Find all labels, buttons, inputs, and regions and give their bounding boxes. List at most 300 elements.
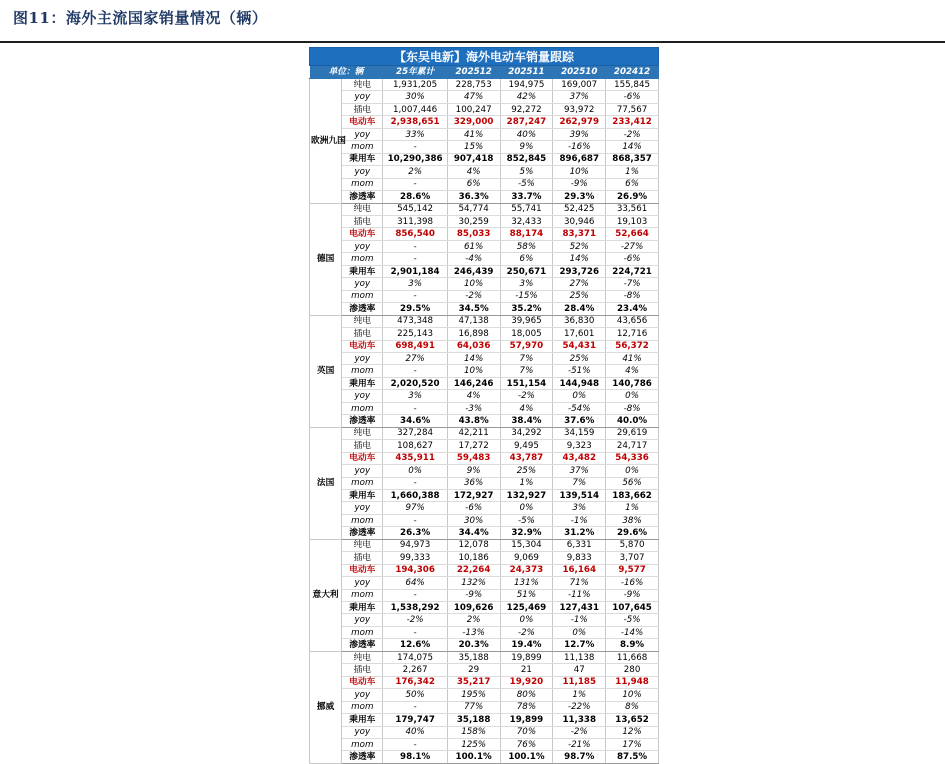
value-cell: 0% bbox=[606, 390, 659, 402]
metric-label: yoy bbox=[342, 465, 383, 477]
value-cell: - bbox=[383, 290, 447, 302]
metric-label: 乘用车 bbox=[342, 265, 383, 277]
value-cell: 3% bbox=[500, 278, 553, 290]
table-row bbox=[310, 103, 659, 115]
value-cell: 47,138 bbox=[447, 315, 500, 327]
table-row bbox=[310, 352, 659, 364]
value-cell: 2,267 bbox=[383, 664, 447, 676]
value-cell: 7% bbox=[500, 352, 553, 364]
metric-label: 插电 bbox=[342, 440, 383, 452]
value-cell: 19,899 bbox=[500, 714, 553, 726]
metric-label: 纯电 bbox=[342, 539, 383, 551]
table-row bbox=[310, 751, 659, 763]
value-cell: 3,707 bbox=[606, 552, 659, 564]
table-row bbox=[310, 91, 659, 103]
value-cell: 125% bbox=[447, 739, 500, 751]
value-cell: 52,425 bbox=[553, 203, 606, 215]
value-cell: 10,290,386 bbox=[383, 153, 447, 165]
value-cell: 174,075 bbox=[383, 651, 447, 663]
value-cell: 38.4% bbox=[500, 415, 553, 427]
table-body bbox=[310, 79, 659, 764]
value-cell: 35,188 bbox=[447, 651, 500, 663]
column-header-202511: 202511 bbox=[500, 66, 553, 79]
value-cell: 224,721 bbox=[606, 265, 659, 277]
metric-label: 插电 bbox=[342, 552, 383, 564]
metric-label: 纯电 bbox=[342, 203, 383, 215]
value-cell: 16,164 bbox=[553, 564, 606, 576]
value-cell: 31.2% bbox=[553, 527, 606, 539]
table-row bbox=[310, 153, 659, 165]
metric-label: mom bbox=[342, 739, 383, 751]
value-cell: 40% bbox=[383, 726, 447, 738]
value-cell: -2% bbox=[553, 726, 606, 738]
table-row bbox=[310, 203, 659, 215]
metric-label: yoy bbox=[342, 240, 383, 252]
value-cell: 29,619 bbox=[606, 427, 659, 439]
table-row bbox=[310, 452, 659, 464]
value-cell: 76% bbox=[500, 739, 553, 751]
table-row bbox=[310, 602, 659, 614]
value-cell: 55,741 bbox=[500, 203, 553, 215]
value-cell: -8% bbox=[606, 402, 659, 414]
value-cell: - bbox=[383, 178, 447, 190]
value-cell: 64,036 bbox=[447, 340, 500, 352]
value-cell: 33% bbox=[383, 128, 447, 140]
value-cell: -21% bbox=[553, 739, 606, 751]
metric-label: mom bbox=[342, 141, 383, 153]
table-row bbox=[310, 614, 659, 626]
metric-label: yoy bbox=[342, 91, 383, 103]
value-cell: - bbox=[383, 402, 447, 414]
value-cell: 22,264 bbox=[447, 564, 500, 576]
value-cell: -14% bbox=[606, 626, 659, 638]
table-row bbox=[310, 303, 659, 315]
value-cell: 3% bbox=[383, 278, 447, 290]
value-cell: 35,217 bbox=[447, 676, 500, 688]
value-cell: -7% bbox=[606, 278, 659, 290]
value-cell: 108,627 bbox=[383, 440, 447, 452]
value-cell: 38% bbox=[606, 514, 659, 526]
value-cell: 11,338 bbox=[553, 714, 606, 726]
value-cell: 57,970 bbox=[500, 340, 553, 352]
value-cell: 92,272 bbox=[500, 103, 553, 115]
value-cell: 131% bbox=[500, 577, 553, 589]
metric-label: mom bbox=[342, 626, 383, 638]
value-cell: 2% bbox=[383, 166, 447, 178]
table-row bbox=[310, 265, 659, 277]
metric-label: yoy bbox=[342, 166, 383, 178]
table-row bbox=[310, 564, 659, 576]
value-cell: 34.6% bbox=[383, 415, 447, 427]
value-cell: 87.5% bbox=[606, 751, 659, 763]
value-cell: 88,174 bbox=[500, 228, 553, 240]
country-cell: 德国 bbox=[310, 203, 342, 315]
value-cell: 80% bbox=[500, 689, 553, 701]
value-cell: 9,833 bbox=[553, 552, 606, 564]
column-header-202510: 202510 bbox=[553, 66, 606, 79]
value-cell: 83,371 bbox=[553, 228, 606, 240]
value-cell: 98.7% bbox=[553, 751, 606, 763]
value-cell: 2,901,184 bbox=[383, 265, 447, 277]
value-cell: 132,927 bbox=[500, 489, 553, 501]
metric-label: mom bbox=[342, 701, 383, 713]
metric-label: 纯电 bbox=[342, 315, 383, 327]
value-cell: 54,431 bbox=[553, 340, 606, 352]
value-cell: 14% bbox=[447, 352, 500, 364]
metric-label: mom bbox=[342, 253, 383, 265]
column-header-202412: 202412 bbox=[606, 66, 659, 79]
value-cell: 58% bbox=[500, 240, 553, 252]
value-cell: 9,495 bbox=[500, 440, 553, 452]
value-cell: 28.4% bbox=[553, 303, 606, 315]
metric-label: yoy bbox=[342, 352, 383, 364]
value-cell: 183,662 bbox=[606, 489, 659, 501]
value-cell: 233,412 bbox=[606, 116, 659, 128]
value-cell: 40% bbox=[500, 128, 553, 140]
table-row bbox=[310, 739, 659, 751]
value-cell: 10% bbox=[606, 689, 659, 701]
table-row bbox=[310, 178, 659, 190]
value-cell: 30% bbox=[447, 514, 500, 526]
table-row bbox=[310, 191, 659, 203]
value-cell: 473,348 bbox=[383, 315, 447, 327]
value-cell: 94,973 bbox=[383, 539, 447, 551]
value-cell: -51% bbox=[553, 365, 606, 377]
table-row bbox=[310, 377, 659, 389]
column-header-row bbox=[310, 66, 659, 79]
value-cell: 9,577 bbox=[606, 564, 659, 576]
metric-label: yoy bbox=[342, 726, 383, 738]
value-cell: 25% bbox=[500, 465, 553, 477]
value-cell: 24,373 bbox=[500, 564, 553, 576]
value-cell: 12,078 bbox=[447, 539, 500, 551]
value-cell: -6% bbox=[606, 91, 659, 103]
value-cell: 1,660,388 bbox=[383, 489, 447, 501]
table-row bbox=[310, 290, 659, 302]
value-cell: 4% bbox=[447, 166, 500, 178]
value-cell: 0% bbox=[500, 614, 553, 626]
value-cell: 21 bbox=[500, 664, 553, 676]
value-cell: 0% bbox=[606, 465, 659, 477]
value-cell: -22% bbox=[553, 701, 606, 713]
value-cell: 19,899 bbox=[500, 651, 553, 663]
table-row bbox=[310, 489, 659, 501]
metric-label: yoy bbox=[342, 614, 383, 626]
value-cell: 151,154 bbox=[500, 377, 553, 389]
value-cell: -1% bbox=[553, 514, 606, 526]
value-cell: 327,284 bbox=[383, 427, 447, 439]
value-cell: - bbox=[383, 589, 447, 601]
value-cell: 36% bbox=[447, 477, 500, 489]
table-row bbox=[310, 651, 659, 663]
value-cell: 2,020,520 bbox=[383, 377, 447, 389]
value-cell: - bbox=[383, 626, 447, 638]
value-cell: 41% bbox=[606, 352, 659, 364]
table-row bbox=[310, 527, 659, 539]
metric-label: mom bbox=[342, 402, 383, 414]
value-cell: -16% bbox=[553, 141, 606, 153]
metric-label: mom bbox=[342, 178, 383, 190]
sales-table-panel bbox=[309, 47, 659, 764]
value-cell: 43,787 bbox=[500, 452, 553, 464]
value-cell: 225,143 bbox=[383, 328, 447, 340]
value-cell: 1,007,446 bbox=[383, 103, 447, 115]
value-cell: 33.7% bbox=[500, 191, 553, 203]
table-row bbox=[310, 365, 659, 377]
value-cell: 0% bbox=[500, 502, 553, 514]
value-cell: 52% bbox=[553, 240, 606, 252]
value-cell: 852,845 bbox=[500, 153, 553, 165]
metric-label: 纯电 bbox=[342, 651, 383, 663]
table-row bbox=[310, 502, 659, 514]
value-cell: 194,975 bbox=[500, 79, 553, 91]
value-cell: - bbox=[383, 514, 447, 526]
value-cell: 287,247 bbox=[500, 116, 553, 128]
table-row bbox=[310, 701, 659, 713]
value-cell: - bbox=[383, 701, 447, 713]
value-cell: 144,948 bbox=[553, 377, 606, 389]
value-cell: 35.2% bbox=[500, 303, 553, 315]
value-cell: -11% bbox=[553, 589, 606, 601]
value-cell: - bbox=[383, 477, 447, 489]
value-cell: 158% bbox=[447, 726, 500, 738]
value-cell: 34.5% bbox=[447, 303, 500, 315]
value-cell: 4% bbox=[606, 365, 659, 377]
value-cell: 109,626 bbox=[447, 602, 500, 614]
value-cell: 36.3% bbox=[447, 191, 500, 203]
table-row bbox=[310, 714, 659, 726]
value-cell: 6% bbox=[447, 178, 500, 190]
table-row bbox=[310, 340, 659, 352]
value-cell: 194,306 bbox=[383, 564, 447, 576]
value-cell: -2% bbox=[500, 626, 553, 638]
value-cell: 4% bbox=[500, 402, 553, 414]
value-cell: 24,717 bbox=[606, 440, 659, 452]
value-cell: 19,920 bbox=[500, 676, 553, 688]
table-row bbox=[310, 626, 659, 638]
value-cell: 3% bbox=[553, 502, 606, 514]
value-cell: 29 bbox=[447, 664, 500, 676]
value-cell: 169,007 bbox=[553, 79, 606, 91]
value-cell: 54,774 bbox=[447, 203, 500, 215]
value-cell: - bbox=[383, 240, 447, 252]
table-row bbox=[310, 477, 659, 489]
value-cell: 77,567 bbox=[606, 103, 659, 115]
value-cell: 52,664 bbox=[606, 228, 659, 240]
value-cell: 85,033 bbox=[447, 228, 500, 240]
table-row bbox=[310, 427, 659, 439]
metric-label: yoy bbox=[342, 278, 383, 290]
table-row bbox=[310, 328, 659, 340]
table-row bbox=[310, 278, 659, 290]
value-cell: 3% bbox=[383, 390, 447, 402]
metric-label: 渗透率 bbox=[342, 751, 383, 763]
value-cell: 56,372 bbox=[606, 340, 659, 352]
column-header-202512: 202512 bbox=[447, 66, 500, 79]
figure-title: 图11：海外主流国家销量情况（辆） bbox=[13, 9, 268, 27]
value-cell: 6% bbox=[606, 178, 659, 190]
value-cell: 250,671 bbox=[500, 265, 553, 277]
value-cell: 10% bbox=[447, 278, 500, 290]
value-cell: -2% bbox=[447, 290, 500, 302]
metric-label: 乘用车 bbox=[342, 153, 383, 165]
table-row bbox=[310, 514, 659, 526]
value-cell: 10% bbox=[553, 166, 606, 178]
value-cell: 15,304 bbox=[500, 539, 553, 551]
metric-label: yoy bbox=[342, 390, 383, 402]
table-row bbox=[310, 253, 659, 265]
metric-label: 渗透率 bbox=[342, 527, 383, 539]
value-cell: -6% bbox=[606, 253, 659, 265]
metric-label: yoy bbox=[342, 502, 383, 514]
column-header-ytd: 25年累计 bbox=[383, 66, 447, 79]
value-cell: 14% bbox=[553, 253, 606, 265]
table-row bbox=[310, 726, 659, 738]
table-row bbox=[310, 664, 659, 676]
metric-label: 乘用车 bbox=[342, 602, 383, 614]
value-cell: 29.5% bbox=[383, 303, 447, 315]
value-cell: 4% bbox=[447, 390, 500, 402]
metric-label: mom bbox=[342, 365, 383, 377]
value-cell: 1% bbox=[606, 166, 659, 178]
value-cell: 93,972 bbox=[553, 103, 606, 115]
value-cell: 1% bbox=[553, 689, 606, 701]
metric-label: 渗透率 bbox=[342, 415, 383, 427]
table-row bbox=[310, 676, 659, 688]
value-cell: 20.3% bbox=[447, 639, 500, 651]
country-cell: 挪威 bbox=[310, 651, 342, 763]
value-cell: 36,830 bbox=[553, 315, 606, 327]
value-cell: -4% bbox=[447, 253, 500, 265]
title-divider bbox=[0, 41, 945, 43]
value-cell: 195% bbox=[447, 689, 500, 701]
table-row bbox=[310, 402, 659, 414]
value-cell: -3% bbox=[447, 402, 500, 414]
value-cell: 1% bbox=[500, 477, 553, 489]
value-cell: -8% bbox=[606, 290, 659, 302]
value-cell: 39,965 bbox=[500, 315, 553, 327]
metric-label: 插电 bbox=[342, 328, 383, 340]
value-cell: 27% bbox=[383, 352, 447, 364]
table-row bbox=[310, 465, 659, 477]
metric-label: 电动车 bbox=[342, 228, 383, 240]
value-cell: 246,439 bbox=[447, 265, 500, 277]
value-cell: - bbox=[383, 739, 447, 751]
metric-label: 乘用车 bbox=[342, 377, 383, 389]
table-row bbox=[310, 240, 659, 252]
value-cell: 27% bbox=[553, 278, 606, 290]
table-row bbox=[310, 390, 659, 402]
value-cell: 99,333 bbox=[383, 552, 447, 564]
value-cell: 1,538,292 bbox=[383, 602, 447, 614]
value-cell: 6% bbox=[500, 253, 553, 265]
table-row bbox=[310, 315, 659, 327]
value-cell: 9% bbox=[447, 465, 500, 477]
value-cell: 11,185 bbox=[553, 676, 606, 688]
metric-label: 渗透率 bbox=[342, 191, 383, 203]
value-cell: 78% bbox=[500, 701, 553, 713]
value-cell: 47 bbox=[553, 664, 606, 676]
value-cell: 545,142 bbox=[383, 203, 447, 215]
metric-label: yoy bbox=[342, 689, 383, 701]
value-cell: 1% bbox=[606, 502, 659, 514]
value-cell: 97% bbox=[383, 502, 447, 514]
country-cell: 欧洲九国 bbox=[310, 79, 342, 204]
value-cell: 47% bbox=[447, 91, 500, 103]
value-cell: 10% bbox=[447, 365, 500, 377]
value-cell: 293,726 bbox=[553, 265, 606, 277]
value-cell: 5,870 bbox=[606, 539, 659, 551]
value-cell: 29.3% bbox=[553, 191, 606, 203]
metric-label: 乘用车 bbox=[342, 489, 383, 501]
value-cell: 7% bbox=[500, 365, 553, 377]
value-cell: 100,247 bbox=[447, 103, 500, 115]
value-cell: 59,483 bbox=[447, 452, 500, 464]
value-cell: 12% bbox=[606, 726, 659, 738]
table-row bbox=[310, 415, 659, 427]
table-row bbox=[310, 166, 659, 178]
value-cell: 42% bbox=[500, 91, 553, 103]
table-row bbox=[310, 79, 659, 91]
table-row bbox=[310, 552, 659, 564]
value-cell: 30% bbox=[383, 91, 447, 103]
value-cell: -5% bbox=[500, 514, 553, 526]
value-cell: 61% bbox=[447, 240, 500, 252]
value-cell: 132% bbox=[447, 577, 500, 589]
value-cell: 8% bbox=[606, 701, 659, 713]
metric-label: 渗透率 bbox=[342, 303, 383, 315]
value-cell: 13,652 bbox=[606, 714, 659, 726]
value-cell: - bbox=[383, 365, 447, 377]
metric-label: yoy bbox=[342, 577, 383, 589]
metric-label: 纯电 bbox=[342, 79, 383, 91]
value-cell: 19,103 bbox=[606, 215, 659, 227]
table-row bbox=[310, 577, 659, 589]
value-cell: 228,753 bbox=[447, 79, 500, 91]
value-cell: 17,272 bbox=[447, 440, 500, 452]
value-cell: 43,482 bbox=[553, 452, 606, 464]
value-cell: 25% bbox=[553, 290, 606, 302]
value-cell: 146,246 bbox=[447, 377, 500, 389]
value-cell: 33,561 bbox=[606, 203, 659, 215]
value-cell: -5% bbox=[606, 614, 659, 626]
value-cell: 15% bbox=[447, 141, 500, 153]
metric-label: 插电 bbox=[342, 664, 383, 676]
metric-label: mom bbox=[342, 477, 383, 489]
value-cell: 907,418 bbox=[447, 153, 500, 165]
value-cell: 71% bbox=[553, 577, 606, 589]
value-cell: 30,946 bbox=[553, 215, 606, 227]
value-cell: -9% bbox=[606, 589, 659, 601]
value-cell: 56% bbox=[606, 477, 659, 489]
value-cell: -9% bbox=[553, 178, 606, 190]
value-cell: 179,747 bbox=[383, 714, 447, 726]
metric-label: 电动车 bbox=[342, 452, 383, 464]
metric-label: 乘用车 bbox=[342, 714, 383, 726]
value-cell: 17% bbox=[606, 739, 659, 751]
value-cell: 40.0% bbox=[606, 415, 659, 427]
value-cell: 698,491 bbox=[383, 340, 447, 352]
value-cell: -54% bbox=[553, 402, 606, 414]
table-row bbox=[310, 215, 659, 227]
value-cell: 0% bbox=[553, 626, 606, 638]
value-cell: 23.4% bbox=[606, 303, 659, 315]
metric-label: 插电 bbox=[342, 215, 383, 227]
value-cell: 2,938,651 bbox=[383, 116, 447, 128]
value-cell: 77% bbox=[447, 701, 500, 713]
column-header-unit: 单位：辆 bbox=[310, 66, 383, 79]
value-cell: 70% bbox=[500, 726, 553, 738]
